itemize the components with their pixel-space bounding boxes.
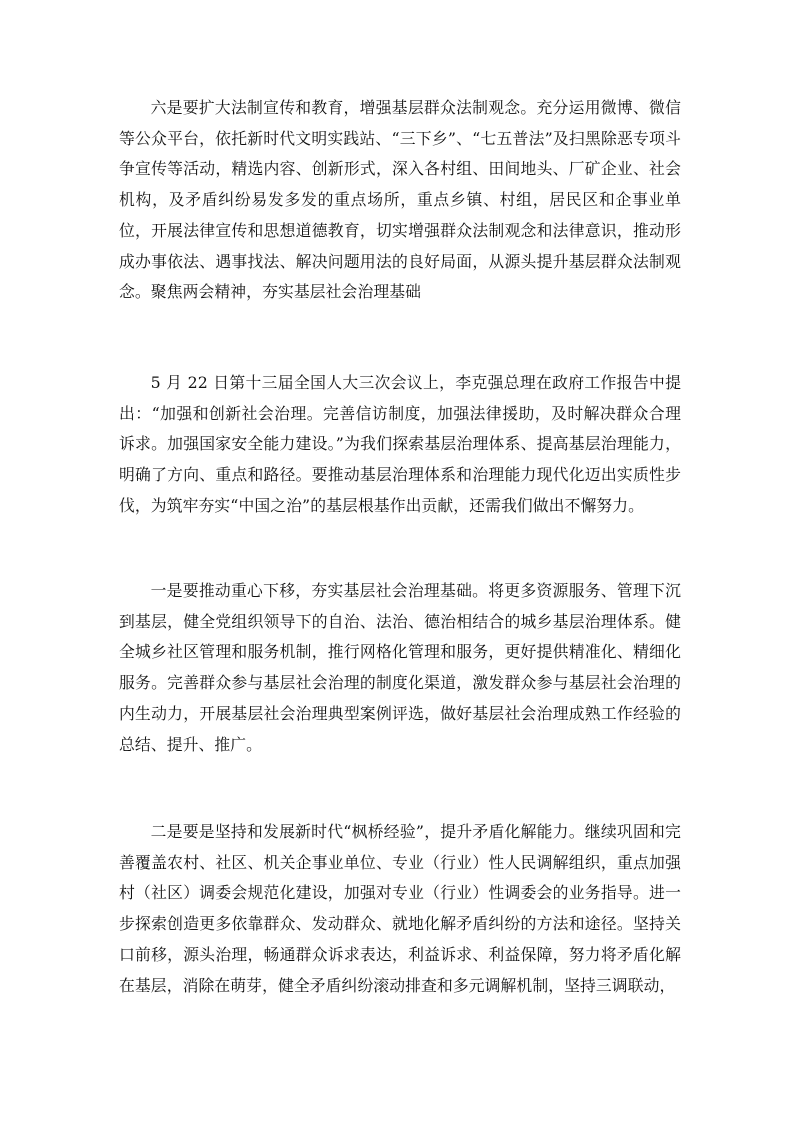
paragraph-fengqiao-experience: 二是要是坚持和发展新时代“枫桥经验”，提升矛盾化解能力。继续巩固和完善覆盖农村、社区、机关企事业单位、专业（行业）性人民调解组织，重点加强村（社区）调委会规范化建设，加强对专业（行业）性调委会的业务指导。进一步探索创造更多依靠群众、发动群众、就地化解矛盾纠纷的方法和途径。坚持关口前移，源头治理，畅通群众诉求表达，利益诉求、利益保障，努力将矛盾化解在基层，消除在萌芽，健全矛盾纠纷滚动排查和多元调解机制，坚持三调联动， (119, 822, 681, 995)
paragraph-grassroots-governance: 一是要推动重心下移，夯实基层社会治理基础。将更多资源服务、管理下沉到基层，健全党组织领导下的自治、法治、德治相结合的城乡基层治理体系。健全城乡社区管理和服务机制，推行网格化管理和服务，更好提供精准化、精细化服务。完善群众参与基层社会治理的制度化渠道，激发群众参与基层社会治理的内生动力，开展基层社会治理典型案例评选，做好基层社会治理成熟工作经验的总结、提升、推广。 (119, 581, 681, 754)
paragraph-government-report: 5 月 22 日第十三届全国人大三次会议上，李克强总理在政府工作报告中提出：“加强和创新社会治理。完善信访制度，加强法律援助，及时解决群众合理诉求。加强国家安全能力建设。”为我们探索基层治理体系、提高基层治理能力，明确了方向、重点和路径。要推动基层治理体系和治理能力现代化迈出实质性步伐，为筑牢夯实“中国之治”的基层根基作出贡献，还需我们做出不懈努力。 (119, 373, 681, 515)
paragraph-legal-publicity: 六是要扩大法制宣传和教育，增强基层群众法制观念。充分运用微博、微信等公众平台，依托新时代文明实践站、“三下乡”、“七五普法”及扫黑除恶专项斗争宣传等活动，精选内容、创新形式，深入各村组、田间地头、厂矿企业、社会机构，及矛盾纠纷易发多发的重点场所，重点乡镇、村组，居民区和企事业单位，开展法律宣传和思想道德教育，切实增强群众法制观念和法律意识，推动形成办事依法、遇事找法、解决问题用法的良好局面，从源头提升基层群众法制观念。聚焦两会精神，夯实基层社会治理基础 (119, 98, 681, 302)
